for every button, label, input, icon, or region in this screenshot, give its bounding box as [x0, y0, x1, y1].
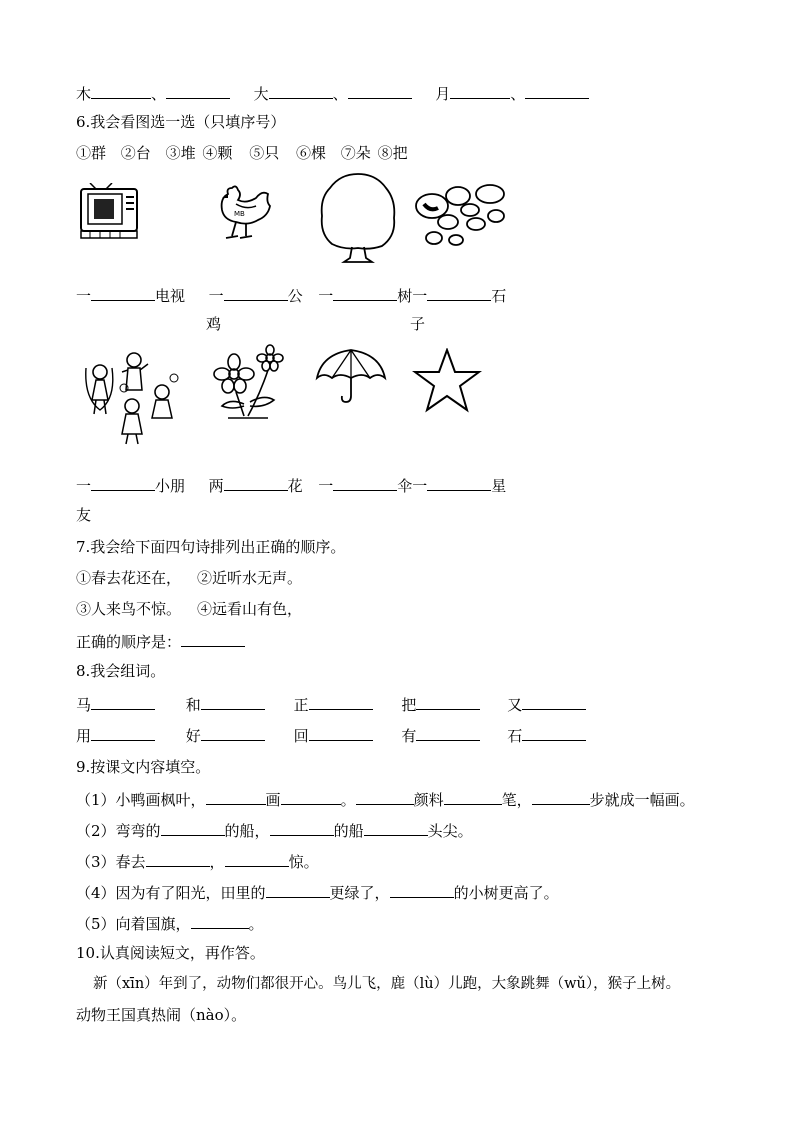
blank[interactable]: [201, 724, 265, 741]
q8-row-1: 马 和 正 把 又: [76, 693, 586, 715]
blank[interactable]: [309, 693, 373, 710]
q8-row-2: 用 好 回 有 石: [76, 724, 586, 746]
blank[interactable]: [91, 693, 155, 710]
blank[interactable]: [91, 284, 155, 301]
blank[interactable]: [416, 724, 480, 741]
blank[interactable]: [181, 630, 245, 647]
blank[interactable]: [364, 819, 428, 836]
wrap-char: 子: [410, 315, 426, 333]
q6-title: 6.我会看图选一选（只填序号）: [76, 113, 286, 131]
blank[interactable]: [525, 82, 589, 99]
blank[interactable]: [224, 284, 288, 301]
blank[interactable]: [281, 788, 341, 805]
umbrella-icon: [314, 344, 388, 406]
q10-title: 10.认真阅读短文，再作答。: [76, 944, 265, 962]
poem-line: ③人来鸟不惊。 ④远看山有色，: [76, 600, 303, 618]
blank[interactable]: [427, 284, 491, 301]
blank[interactable]: [266, 881, 330, 898]
blank[interactable]: [206, 788, 266, 805]
q6-fill-row-1: 一 电视 一 公 一 树一 石: [76, 284, 506, 306]
blank[interactable]: [201, 693, 265, 710]
q6-fill-row-2: 一 小朋 两 花 一 伞一 星: [76, 474, 506, 496]
rooster-icon: [212, 180, 272, 242]
blank[interactable]: [427, 474, 491, 491]
word-line-top: 木 、 大 、 月 、: [76, 82, 589, 104]
children-icon: [82, 348, 186, 448]
q6-options: ①群 ②台 ③堆 ④颗 ⑤只 ⑥棵 ⑦朵 ⑧把: [76, 144, 408, 162]
q8-title: 8.我会组词。: [76, 662, 166, 680]
blank[interactable]: [224, 474, 288, 491]
q9-item-2: （2）弯弯的 的船， 的船 头尖。: [76, 819, 473, 841]
stones-icon: [412, 180, 508, 250]
blank[interactable]: [333, 474, 397, 491]
char-mu: 木: [76, 85, 92, 103]
blank[interactable]: [161, 819, 225, 836]
blank[interactable]: [444, 788, 502, 805]
char-da: 大: [253, 85, 269, 103]
blank[interactable]: [333, 284, 397, 301]
wrap-char: 友: [76, 506, 92, 524]
q7-answer: 正确的顺序是：: [76, 630, 245, 652]
poem-line: ①春去花还在， ②近听水无声。: [76, 569, 303, 587]
q9-item-4: （4）因为有了阳光，田里的 更绿了， 的小树更高了。: [76, 881, 559, 903]
blank[interactable]: [91, 82, 151, 99]
blank[interactable]: [522, 724, 586, 741]
blank[interactable]: [91, 724, 155, 741]
blank[interactable]: [269, 82, 333, 99]
svg-text:MB: MB: [234, 210, 245, 218]
star-icon: [412, 348, 482, 414]
blank[interactable]: [450, 82, 510, 99]
blank[interactable]: [532, 788, 590, 805]
flowers-icon: [208, 344, 288, 422]
q9-item-5: （5）向着国旗， 。: [76, 912, 264, 934]
q9-item-1: （1）小鸭画枫叶， 画 。 颜料 笔， 步就成一幅画。: [76, 788, 695, 810]
blank[interactable]: [191, 912, 249, 929]
q7-title: 7.我会给下面四句诗排列出正确的顺序。: [76, 538, 346, 556]
blank[interactable]: [348, 82, 412, 99]
tv-icon: [78, 183, 140, 241]
char-yue: 月: [435, 85, 451, 103]
blank[interactable]: [270, 819, 334, 836]
blank[interactable]: [416, 693, 480, 710]
q9-item-3: （3）春去 ， 惊。: [76, 850, 319, 872]
passage-line: 新（xīn）年到了，动物们都很开心。鸟儿飞，鹿（lù）儿跑，大象跳舞（wǔ），猴子上树。: [93, 976, 681, 992]
q9-title: 9.按课文内容填空。: [76, 758, 211, 776]
blank[interactable]: [91, 474, 155, 491]
blank[interactable]: [522, 693, 586, 710]
tree-icon: [316, 170, 400, 266]
wrap-char: 鸡: [206, 315, 222, 333]
blank[interactable]: [309, 724, 373, 741]
passage-line: 动物王国真热闹（nào）。: [76, 1006, 247, 1024]
blank[interactable]: [390, 881, 454, 898]
blank[interactable]: [356, 788, 414, 805]
blank[interactable]: [225, 850, 289, 867]
blank[interactable]: [146, 850, 210, 867]
blank[interactable]: [166, 82, 230, 99]
